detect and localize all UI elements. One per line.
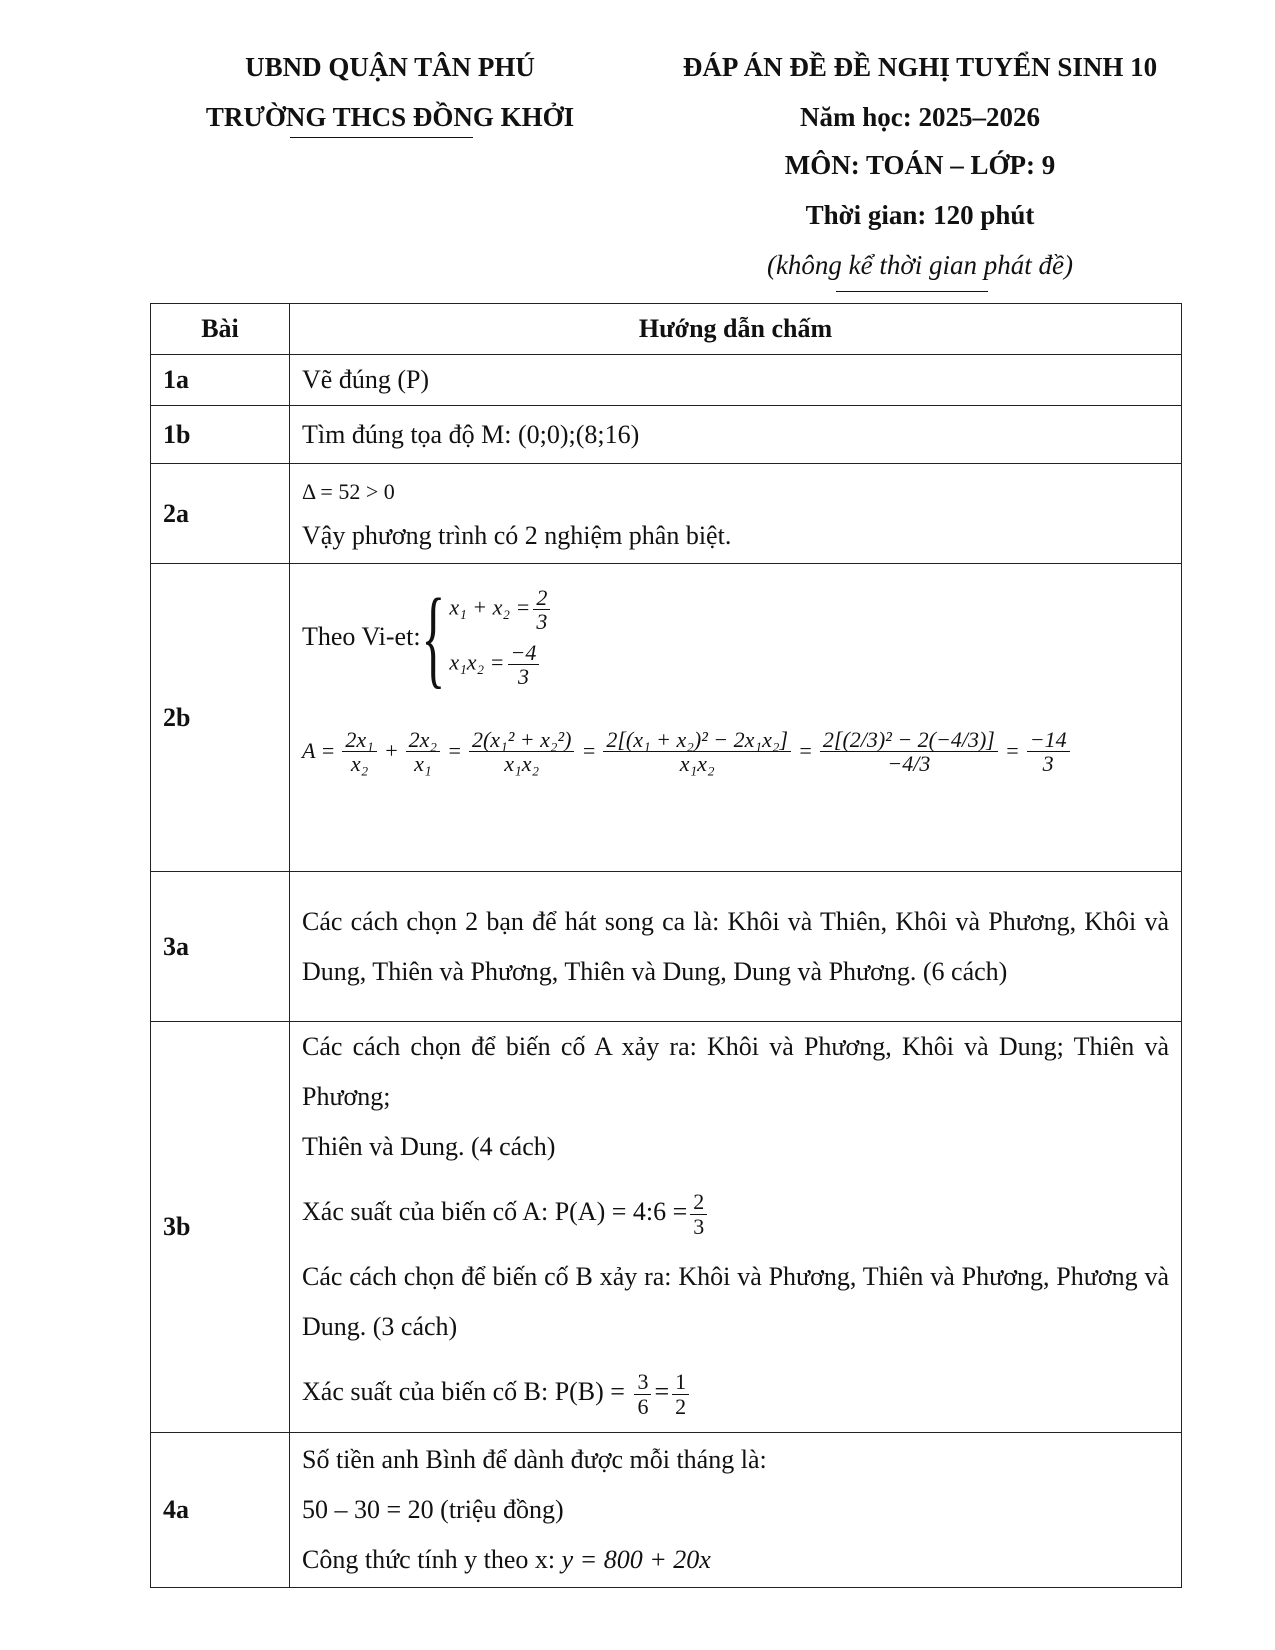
row-content-1b bbox=[290, 406, 1182, 464]
probability-B: Xác suất của biến cố B: P(B) = $\frac{3}{6}$ = $\frac{1}{2}$ bbox=[302, 1352, 1169, 1432]
fraction: $\frac{-4}{3}$ bbox=[508, 641, 540, 688]
fraction: $\frac{\text{2x₁}}{\text{x₂}}$ bbox=[342, 728, 376, 775]
event-A-count: Thiên và Dung. (4 cách) bbox=[302, 1132, 556, 1161]
viet-system bbox=[302, 568, 1169, 706]
fraction: $\frac{3}{6}$ bbox=[634, 1370, 651, 1417]
subject-grade: MÔN: TOÁN – LỚP: 9 bbox=[784, 150, 1056, 180]
column-header-bai: Bài bbox=[151, 304, 290, 355]
note-underline bbox=[836, 291, 988, 292]
fraction: $\frac{-14}{3}$ bbox=[1027, 728, 1070, 775]
fraction: $\frac{\text{2(x₁² + x₂²)}}{\text{x₁x₂}}$ bbox=[469, 728, 575, 775]
district-name: UBND QUẬN TÂN PHÚ bbox=[245, 52, 535, 82]
answer-table bbox=[150, 303, 1182, 1588]
table-header-row bbox=[151, 304, 1182, 355]
row-key-1b: 1b bbox=[151, 406, 290, 464]
event-B-choices: Các cách chọn để biến cố B xảy ra: Khôi và Phương, Thiên và Phương, Phương và Dung. (3 cách) bbox=[302, 1262, 1169, 1341]
document-title: ĐÁP ÁN ĐỀ ĐỀ NGHỊ TUYỂN SINH 10 bbox=[682, 52, 1158, 82]
formula-line: Công thức tính y theo x: y = 800 + 20x bbox=[302, 1545, 711, 1574]
table-row bbox=[151, 872, 1182, 1022]
exam-duration: Thời gian: 120 phút bbox=[805, 200, 1035, 230]
row-text-1a: Vẽ đúng (P) bbox=[290, 355, 1182, 406]
table-row bbox=[151, 564, 1182, 872]
table-row bbox=[151, 1022, 1182, 1433]
row-text-2a: Vậy phương trình có 2 nghiệm phân biệt. bbox=[302, 520, 732, 550]
row-content-4a bbox=[290, 1433, 1182, 1588]
school-year: Năm học: 2025–2026 bbox=[800, 102, 1040, 132]
school-underline bbox=[290, 137, 473, 138]
duration-note: (không kể thời gian phát đề) bbox=[766, 250, 1074, 280]
table-row bbox=[151, 1433, 1182, 1588]
row-key-4a: 4a bbox=[151, 1433, 290, 1588]
probability-A: Xác suất của biến cố A: P(A) = 4:6 = $\frac{2}{3}$ bbox=[302, 1172, 1169, 1252]
fraction: $\frac{1}{2}$ bbox=[672, 1370, 689, 1417]
row-key-3a: 3a bbox=[151, 872, 290, 1022]
coordinates-math: (0;0);(8;16) bbox=[517, 419, 640, 449]
viet-product-lhs: x₁x₂ = bbox=[449, 649, 505, 675]
formula-math: y = 800 + 20x bbox=[561, 1545, 711, 1574]
fraction: $\frac{\text{2[(x₁ + x₂)² − 2x₁x₂]}}{\text{x₁x₂}}$ bbox=[603, 728, 791, 775]
viet-sum-lhs: x₁ + x₂ = bbox=[449, 594, 531, 620]
savings-calc: 50 – 30 = 20 (triệu đồng) bbox=[302, 1495, 564, 1524]
table-row bbox=[151, 406, 1182, 464]
table-row bbox=[151, 355, 1182, 406]
event-A-choices: Các cách chọn để biến cố A xảy ra: Khôi và Phương, Khôi và Dung; Thiên và Phương; bbox=[302, 1032, 1169, 1111]
viet-equations bbox=[421, 576, 554, 698]
expression-A: A = $\frac{\text{2x₁}}{\text{x₂}}$ + $\frac{\text{2x₂}}{\text{x₁}}$ = $\frac{\text{2(x₁² + x₂²)}}{\text{x₁x₂}}$ = $\frac{\text{2[(x₁ + x₂)² − 2x₁x₂]}}{\text{x₁x₂}}$ = $\frac{\text{2[(2/3)² − 2(−4/3)]}}{-4/3}$ = $\frac{-14}{3}$ bbox=[302, 728, 1169, 775]
fraction: $\frac{2}{3}$ bbox=[533, 586, 550, 633]
fraction: $\frac{\text{2x₂}}{\text{x₁}}$ bbox=[406, 728, 440, 775]
fraction: $\frac{2}{3}$ bbox=[690, 1190, 707, 1237]
savings-intro: Số tiền anh Bình để dành được mỗi tháng là: bbox=[302, 1445, 767, 1474]
row-content-3b bbox=[290, 1022, 1182, 1433]
column-header-guide: Hướng dẫn chấm bbox=[290, 304, 1182, 355]
row-content-2b bbox=[290, 564, 1182, 872]
row-text-3a: Các cách chọn 2 bạn để hát song ca là: Khôi và Thiên, Khôi và Phương, Khôi và Dung, Thiên và Phương, Thiên và Dung, Dung và Phương. (6 cách) bbox=[290, 872, 1182, 1022]
fraction: $\frac{\text{2[(2/3)² − 2(−4/3)]}}{-4/3}$ bbox=[820, 728, 998, 775]
row-key-2a: 2a bbox=[151, 464, 290, 564]
row-key-2b: 2b bbox=[151, 564, 290, 872]
viet-label: Theo Vi-et: bbox=[302, 622, 421, 652]
table-row bbox=[151, 464, 1182, 564]
left-brace: { bbox=[421, 576, 445, 698]
row-text-1b: Tìm đúng tọa độ M: bbox=[302, 419, 512, 449]
row-key-3b: 3b bbox=[151, 1022, 290, 1433]
discriminant-math: Δ = 52 > 0 bbox=[302, 478, 395, 504]
row-key-1a: 1a bbox=[151, 355, 290, 406]
school-name: TRƯỜNG THCS ĐỒNG KHỞI bbox=[205, 102, 575, 132]
row-content-2a bbox=[290, 464, 1182, 564]
